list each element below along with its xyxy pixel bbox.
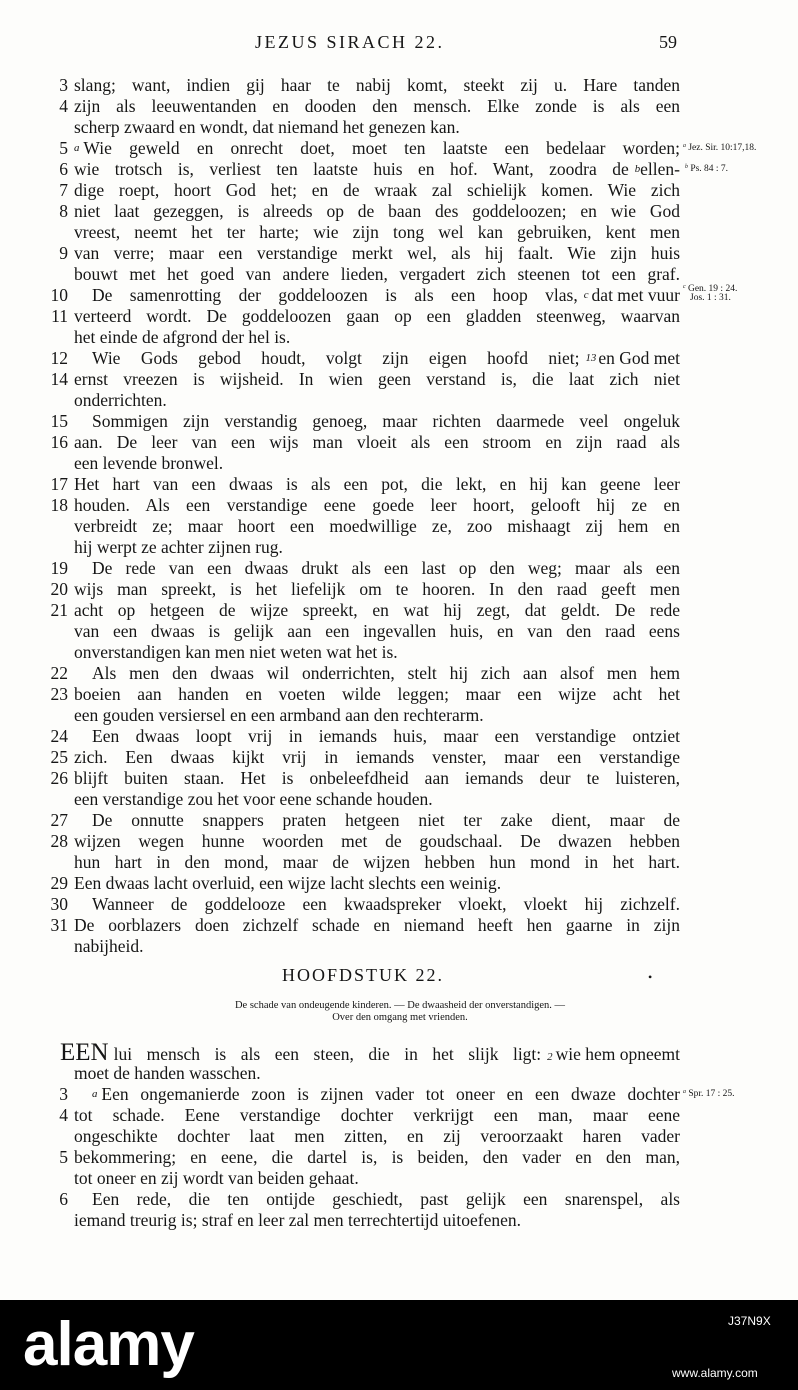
- text-line: acht op hetgeen de wijze spreekt, en wat hij zegt, dat geldt. De rede: [74, 600, 680, 620]
- margin-note: $^a$ Spr. 17 : 25.: [683, 1088, 735, 1099]
- text-line: een levende bronwel.: [74, 453, 224, 473]
- verse-number: 4: [59, 96, 68, 116]
- margin-note: Jos. 1 : 31.: [690, 293, 731, 303]
- stray-mark: •: [648, 970, 653, 984]
- watermark-banner: [0, 1300, 798, 1390]
- drop-cap: EEN: [60, 1040, 109, 1066]
- text-line: De onnutte snappers praten hetgeen niet ter zake dient, maar de: [92, 810, 680, 830]
- verse-number: 14: [50, 369, 68, 389]
- text-line: Sommigen zijn verstandig genoeg, maar richten daarmede veel ongeluk: [92, 411, 680, 431]
- text-line: onderrichten.: [74, 390, 167, 410]
- chapter-summary: De schade van ondeugende kinderen. — De dwaasheid der onverstandigen. —: [234, 1000, 566, 1011]
- alamy-logo: alamy: [23, 1310, 194, 1379]
- verse-number: 28: [50, 831, 68, 851]
- text-line: zich. Een dwaas kijkt vrij in iemands venster, maar een verstandige: [74, 747, 680, 767]
- text-line: [92, 347, 680, 369]
- text-line: van een dwaas is gelijk aan een ingevallen huis, en van den raad eens: [74, 621, 680, 641]
- verse-number: 16: [50, 432, 68, 452]
- text-line-tail: dat met vuur: [591, 285, 680, 305]
- footnote-mark: b: [634, 163, 641, 175]
- verse-number: 4: [59, 1105, 68, 1125]
- footnote-mark: a: [74, 142, 80, 154]
- text-line: een verstandige zou het voor eene schande houden.: [74, 789, 433, 809]
- running-header-title: JEZUS SIRACH 22.: [255, 32, 445, 52]
- text-line: onverstandigen kan men niet weten wat het is.: [74, 642, 398, 662]
- text-line: Een dwaas lacht overluid, een wijze lacht slechts een weinig.: [74, 873, 502, 893]
- text-line: vreest, neemt het ter harte; wie zijn tong wel kan gebruiken, kent men: [74, 222, 680, 242]
- text-line: verteerd wordt. De goddeloozen gaan op een gladden steenweg, waarvan: [74, 306, 680, 326]
- text-line: Het hart van een dwaas is als een pot, die lekt, en hij kan geene leer: [74, 474, 680, 494]
- text-line: Wanneer de goddelooze een kwaadspreker vloekt, vloekt hij zichzelf.: [92, 894, 680, 914]
- chapter-line: iemand treurig is; straf en leer zal men terrechtertijd uitoefenen.: [74, 1210, 522, 1230]
- verse-mark: 2: [547, 1051, 553, 1063]
- chapter-line: ongeschikte dochter laat men zitten, en zij veroorzaakt haren vader: [74, 1126, 680, 1146]
- text-line: [74, 137, 680, 159]
- verse-number: 6: [59, 1189, 68, 1209]
- verse-number: 25: [50, 747, 68, 767]
- verse-number: 31: [50, 915, 68, 935]
- text-line: zijn als leeuwentanden en dooden den mensch. Elke zonde is als een: [74, 96, 680, 116]
- chapter-line: bekommering; en eene, die dartel is, is beiden, den vader en den man,: [74, 1147, 680, 1167]
- text-line: dige roept, hoort God het; en de wraak zal schielijk komen. Wie zich: [74, 180, 680, 200]
- verse-number: 26: [50, 768, 68, 788]
- text-line-body: wie trotsch is, verliest ten laatste huis en hof. Want, zoodra de: [74, 159, 629, 179]
- chapter-line: tot schade. Eene verstandige dochter verkrijgt een man, maar eene: [74, 1105, 680, 1125]
- verse-number: 17: [50, 474, 68, 494]
- verse-number: 24: [50, 726, 68, 746]
- chapter-line: [92, 1083, 680, 1105]
- verse-number: 22: [50, 663, 68, 683]
- chapter-heading: HOOFDSTUK 22.: [281, 965, 444, 985]
- text-line: verbreidt ze; maar hoort een moedwillige ze, zoo mishaagt zij hem en: [74, 516, 680, 536]
- footnote-mark: a: [92, 1088, 98, 1100]
- verse-number: 29: [50, 873, 68, 893]
- text-line-tail: en God met: [598, 348, 680, 368]
- margin-note: $^c$ Gen. 19 : 24.: [683, 283, 738, 294]
- text-line: [74, 158, 680, 180]
- text-line: hij werpt ze achter zijnen rug.: [74, 537, 283, 557]
- chapter-line-body: Een ongemanierde zoon is zijnen vader tot oneer en een dwaze dochter: [101, 1084, 680, 1104]
- text-line: een gouden versiersel en een armband aan den rechterarm.: [74, 705, 484, 725]
- page-number: 59: [659, 32, 677, 52]
- chapter-line-tail: wie hem opneemt: [555, 1044, 680, 1064]
- verse-number: 6: [59, 159, 68, 179]
- text-line: bouwt met het goed van andere lieden, vergadert zich steenen tot een graf.: [74, 264, 680, 284]
- verse-number: 23: [50, 684, 68, 704]
- margin-note: $^b$ Ps. 84 : 7.: [685, 163, 729, 174]
- text-line: nabijheid.: [74, 936, 144, 956]
- text-line: het einde de afgrond der hel is.: [74, 327, 291, 347]
- text-line: scherp zwaard en wondt, dat niemand het genezen kan.: [74, 117, 460, 137]
- text-line: wijs man spreekt, is het liefelijk om te hooren. In den raad geeft men: [74, 579, 680, 599]
- image-id: J37N9X: [728, 1314, 771, 1328]
- text-line-body: De samenrotting der goddeloozen is als een hoop vlas,: [92, 285, 578, 305]
- text-line: ernst vreezen is wijsheid. In wien geen verstand is, die laat zich niet: [74, 369, 680, 389]
- text-line: aan. De leer van een wijs man vloeit als een stroom en zijn raad als: [74, 432, 680, 452]
- text-line: Een dwaas loopt vrij in iemands huis, maar een verstandige ontziet: [92, 726, 680, 746]
- text-line: niet laat gezeggen, is alreeds op de baan des goddeloozen; en wie God: [74, 201, 680, 221]
- text-line: houden. Als een verstandige eene goede leer hoort, gelooft hij ze en: [74, 495, 680, 515]
- verse-number: 3: [59, 75, 68, 95]
- verse-number: 21: [50, 600, 68, 620]
- text-line: slang; want, indien gij haar te nabij komt, steekt zij u. Hare tanden: [74, 75, 680, 95]
- verse-number: 10: [50, 285, 68, 305]
- chapter-line: tot oneer en zij wordt van beiden gehaat.: [74, 1168, 359, 1188]
- text-line: wijzen wegen hunne woorden met de goudschaal. De dwazen hebben: [74, 831, 680, 851]
- text-line: blijft buiten staan. Het is onbeleefdheid aan iemands deur te luisteren,: [74, 768, 680, 788]
- chapter-line: Een rede, die ten ontijde geschiedt, past gelijk een snarenspel, als: [92, 1189, 680, 1209]
- verse-number: 20: [50, 579, 68, 599]
- margin-note: $^a$ Jez. Sir. 10:17,18.: [683, 142, 757, 153]
- text-line-body: Wie geweld en onrecht doet, moet ten laatste een bedelaar worden;: [83, 138, 680, 158]
- footnote-mark: 13: [585, 352, 597, 364]
- verse-number: 27: [50, 810, 68, 830]
- chapter-summary: Over den omgang met vrienden.: [332, 1012, 468, 1023]
- verse-number: 5: [59, 1147, 68, 1167]
- verse-number: 12: [50, 348, 68, 368]
- verse-number: 30: [50, 894, 68, 914]
- verse-number: 19: [50, 558, 68, 578]
- verse-number: 11: [51, 306, 68, 326]
- text-line: van verre; maar een verstandige merkt wel, als hij faalt. Wie zijn huis: [74, 243, 680, 263]
- text-line: De oorblazers doen zichzelf schade en niemand heeft hen gaarne in zijn: [74, 915, 680, 935]
- footnote-mark: c: [583, 289, 589, 301]
- verse-number: 7: [59, 180, 68, 200]
- verse-number: 18: [50, 495, 68, 515]
- text-line: boeien aan handen en voeten wilde leggen; maar een wijze acht het: [74, 684, 680, 704]
- text-line: [92, 284, 680, 306]
- text-line: hun hart in den mond, maar de wijzen hebben hun mond in het hart.: [74, 852, 680, 872]
- text-line: De rede van een dwaas drukt als een last op den weg; maar als een: [92, 558, 680, 578]
- chapter-line-body: lui mensch is als een steen, die in het slijk ligt:: [113, 1044, 542, 1064]
- verse-number: 3: [59, 1084, 68, 1104]
- text-line-body: Wie Gods gebod houdt, volgt zijn eigen hoofd niet;: [92, 348, 580, 368]
- verse-number: 5: [59, 138, 68, 158]
- site-url: www.alamy.com: [672, 1366, 758, 1380]
- text-line-tail: ellen-: [640, 159, 680, 179]
- verse-number: 8: [59, 201, 68, 221]
- verse-number: 15: [50, 411, 68, 431]
- chapter-line: moet de handen wasschen.: [74, 1063, 261, 1083]
- text-line: Als men den dwaas wil onderrichten, stelt hij zich aan alsof men hem: [92, 663, 680, 683]
- verse-number: 9: [59, 243, 68, 263]
